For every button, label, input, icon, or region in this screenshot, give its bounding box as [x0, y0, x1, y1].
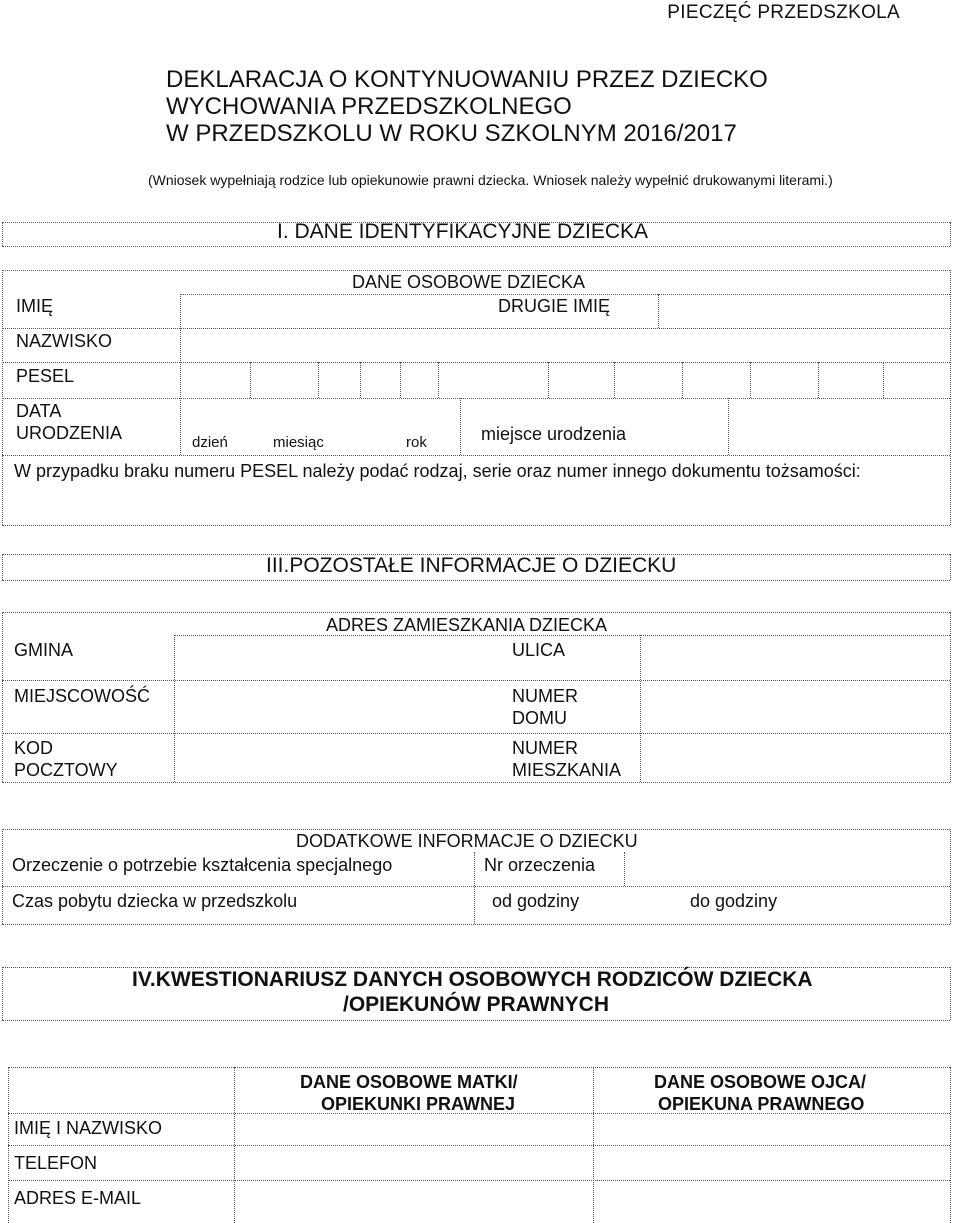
- surname-field[interactable]: [182, 330, 948, 360]
- postal-code-field[interactable]: [176, 735, 496, 780]
- apartment-number-label-line-1: NUMER: [512, 738, 578, 758]
- section-3-heading: III.POZOSTAŁE INFORMACJE O DZIECKU: [266, 554, 677, 577]
- section-1-heading: I. DANE IDENTYFIKACYJNE DZIECKA: [277, 220, 649, 243]
- mother-heading-line-1: DANE OSOBOWE MATKI/: [300, 1072, 518, 1092]
- father-phone-field[interactable]: [595, 1147, 948, 1178]
- house-number-label-line-1: NUMER: [512, 686, 578, 706]
- id-document-field[interactable]: [4, 484, 948, 523]
- street-field[interactable]: [642, 637, 948, 678]
- section-4-heading-line-1: IV.KWESTIONARIUSZ DANYCH OSOBOWYCH RODZICÓW DZIECKA: [132, 968, 813, 991]
- certificate-number-label: Nr orzeczenia: [484, 855, 596, 875]
- full-name-label: IMIĘ I NAZWISKO: [14, 1118, 163, 1138]
- apartment-number-field[interactable]: [642, 735, 948, 780]
- additional-info-heading: DODATKOWE INFORMACJE O DZIECKU: [296, 831, 638, 851]
- house-number-label-line-2: DOMU: [512, 708, 567, 728]
- second-name-label: DRUGIE IMIĘ: [498, 296, 611, 316]
- street-label: ULICA: [512, 640, 566, 660]
- postal-code-label-line-2: POCZTOWY: [14, 760, 118, 780]
- pesel-label: PESEL: [16, 366, 75, 386]
- email-label: ADRES E-MAIL: [14, 1188, 142, 1208]
- child-data-heading: DANE OSOBOWE DZIECKA: [352, 272, 586, 292]
- municipality-field[interactable]: [176, 637, 496, 678]
- father-heading-line-1: DANE OSOBOWE OJCA/: [654, 1072, 867, 1092]
- title-line-2: WYCHOWANIA PRZEDSZKOLNEGO: [166, 93, 572, 120]
- house-number-field[interactable]: [642, 682, 948, 731]
- mother-email-field[interactable]: [236, 1182, 591, 1220]
- title-line-3: W PRZEDSZKOLU W ROKU SZKOLNYM 2016/2017: [166, 120, 737, 147]
- section-4-heading-line-2: /OPIEKUNÓW PRAWNYCH: [343, 993, 610, 1016]
- birthplace-field[interactable]: [730, 400, 948, 453]
- document-title: [166, 66, 768, 147]
- birthplace-label: miejsce urodzenia: [481, 424, 627, 444]
- special-education-label: Orzeczenie o potrzebie kształcenia specjalnego: [12, 855, 393, 875]
- father-heading-line-2: OPIEKUNA PRAWNEGO: [658, 1094, 865, 1114]
- title-line-1: DEKLARACJA O KONTYNUOWANIU PRZEZ DZIECKO: [166, 66, 768, 93]
- from-hour-label: od godziny: [492, 891, 580, 911]
- no-pesel-note: W przypadku braku numeru PESEL należy podać rodzaj, serie oraz numer innego dokumentu tożsamości:: [14, 461, 861, 481]
- apartment-number-label-line-2: MIESZKANIA: [512, 760, 622, 780]
- surname-label: NAZWISKO: [16, 331, 113, 351]
- instructions-note: (Wniosek wypełniają rodzice lub opiekunowie prawni dziecka. Wniosek należy wypełnić drukowanymi literami.): [148, 172, 833, 188]
- first-name-label: IMIĘ: [16, 296, 54, 316]
- locality-field[interactable]: [176, 682, 496, 731]
- address-heading: ADRES ZAMIESZKANIA DZIECKA: [326, 615, 608, 635]
- day-label: dzień: [192, 434, 228, 451]
- mother-heading-line-2: OPIEKUNKI PRAWNEJ: [321, 1094, 516, 1114]
- municipality-label: GMINA: [14, 640, 74, 660]
- father-full-name-field[interactable]: [595, 1115, 948, 1143]
- phone-label: TELEFON: [14, 1153, 98, 1173]
- to-hour-label: do godziny: [690, 891, 778, 911]
- birth-date-label-line-1: DATA: [16, 401, 62, 421]
- month-label: miesiąc: [273, 434, 324, 451]
- mother-full-name-field[interactable]: [236, 1115, 591, 1143]
- certificate-number-field[interactable]: [626, 854, 948, 884]
- second-name-field[interactable]: [660, 296, 948, 326]
- year-label: rok: [406, 434, 427, 451]
- father-email-field[interactable]: [595, 1182, 948, 1220]
- pesel-field[interactable]: [182, 364, 948, 396]
- birth-date-field[interactable]: [182, 400, 458, 430]
- locality-label: MIEJSCOWOŚĆ: [14, 686, 151, 706]
- postal-code-label-line-1: KOD: [14, 738, 54, 758]
- mother-phone-field[interactable]: [236, 1147, 591, 1178]
- birth-date-label-line-2: URODZENIA: [16, 423, 123, 443]
- stay-time-label: Czas pobytu dziecka w przedszkolu: [12, 891, 298, 911]
- first-name-field[interactable]: [182, 296, 482, 326]
- school-stamp-label: PIECZĘĆ PRZEDSZKOLA: [667, 2, 900, 23]
